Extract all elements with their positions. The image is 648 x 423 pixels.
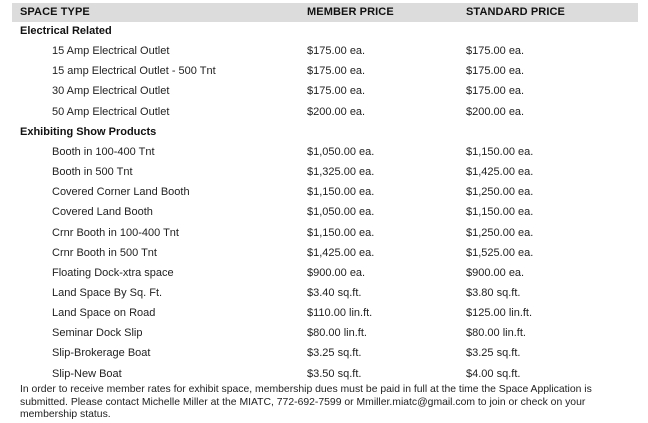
section-heading — [0, 125, 648, 145]
member-price: $175.00 ea. — [307, 45, 366, 58]
table-row — [0, 84, 648, 104]
standard-price: $3.80 sq.ft. — [466, 286, 521, 299]
table-row — [0, 286, 648, 306]
item-name: Slip-New Boat — [52, 367, 122, 380]
item-name: Covered Land Booth — [52, 206, 153, 219]
standard-price: $80.00 lin.ft. — [466, 327, 526, 340]
item-name: Seminar Dock Slip — [52, 327, 143, 340]
standard-price: $125.00 lin.ft. — [466, 307, 533, 320]
member-price: $1,425.00 ea. — [307, 246, 375, 259]
table-row — [0, 326, 648, 346]
member-price: $3.50 sq.ft. — [307, 367, 362, 380]
section-title: Electrical Related — [20, 25, 112, 37]
table-row — [0, 346, 648, 366]
standard-price: $200.00 ea. — [466, 105, 525, 118]
member-price: $200.00 ea. — [307, 105, 366, 118]
header-space-type: SPACE TYPE — [20, 6, 90, 18]
member-price: $80.00 lin.ft. — [307, 327, 367, 340]
item-name: Booth in 500 Tnt — [52, 166, 133, 179]
member-price: $110.00 lin.ft. — [307, 307, 373, 320]
member-price: $1,325.00 ea. — [307, 166, 375, 179]
member-price: $3.40 sq.ft. — [307, 286, 362, 299]
standard-price: $175.00 ea. — [466, 45, 525, 58]
item-name: Crnr Booth in 100-400 Tnt — [52, 226, 179, 239]
standard-price: $1,250.00 ea. — [466, 226, 534, 239]
item-name: Land Space on Road — [52, 307, 156, 320]
item-name: 15 Amp Electrical Outlet — [52, 45, 170, 58]
table-row — [0, 145, 648, 165]
member-price: $1,150.00 ea. — [307, 186, 375, 199]
standard-price: $1,150.00 ea. — [466, 145, 534, 158]
standard-price: $3.25 sq.ft. — [466, 347, 521, 360]
standard-price: $1,250.00 ea. — [466, 186, 534, 199]
item-name: 15 amp Electrical Outlet - 500 Tnt — [52, 65, 216, 78]
table-row — [0, 205, 648, 225]
table-row — [0, 165, 648, 185]
item-name: Booth in 100-400 Tnt — [52, 145, 155, 158]
item-name: 50 Amp Electrical Outlet — [52, 105, 170, 118]
item-name: Covered Corner Land Booth — [52, 186, 190, 199]
header-member-price: MEMBER PRICE — [307, 6, 394, 18]
member-price: $1,150.00 ea. — [307, 226, 375, 239]
item-name: Crnr Booth in 500 Tnt — [52, 246, 157, 259]
table-row — [0, 64, 648, 84]
standard-price: $1,525.00 ea. — [466, 246, 534, 259]
section-heading — [0, 24, 648, 44]
standard-price: $900.00 ea. — [466, 266, 525, 279]
table-row — [0, 105, 648, 125]
table-header — [12, 3, 638, 22]
table-row — [0, 226, 648, 246]
member-price: $900.00 ea. — [307, 266, 366, 279]
standard-price: $1,425.00 ea. — [466, 166, 534, 179]
standard-price: $175.00 ea. — [466, 65, 525, 78]
membership-footnote: In order to receive member rates for exhibit space, membership dues must be paid in full at the time the Space Application is submitted. Please contact Michelle Miller at the MIATC, 772-692-7599 or Mmiller.miatc@gmail.com to join or check on your membership status. — [20, 384, 592, 420]
member-price: $3.25 sq.ft. — [307, 347, 362, 360]
table-row — [0, 246, 648, 266]
header-standard-price: STANDARD PRICE — [466, 6, 565, 18]
item-name: Slip-Brokerage Boat — [52, 347, 151, 360]
table-row — [0, 306, 648, 326]
member-price: $175.00 ea. — [307, 65, 366, 78]
standard-price: $175.00 ea. — [466, 85, 525, 98]
section-title: Exhibiting Show Products — [20, 125, 157, 138]
table-row — [0, 44, 648, 64]
standard-price: $4.00 sq.ft. — [466, 367, 521, 380]
table-row — [0, 185, 648, 205]
item-name: Floating Dock-xtra space — [52, 266, 174, 279]
table-row — [0, 266, 648, 286]
member-price: $175.00 ea. — [307, 85, 366, 98]
item-name: Land Space By Sq. Ft. — [52, 286, 163, 299]
member-price: $1,050.00 ea. — [307, 206, 375, 219]
member-price: $1,050.00 ea. — [307, 145, 375, 158]
standard-price: $1,150.00 ea. — [466, 206, 534, 219]
item-name: 30 Amp Electrical Outlet — [52, 85, 170, 98]
